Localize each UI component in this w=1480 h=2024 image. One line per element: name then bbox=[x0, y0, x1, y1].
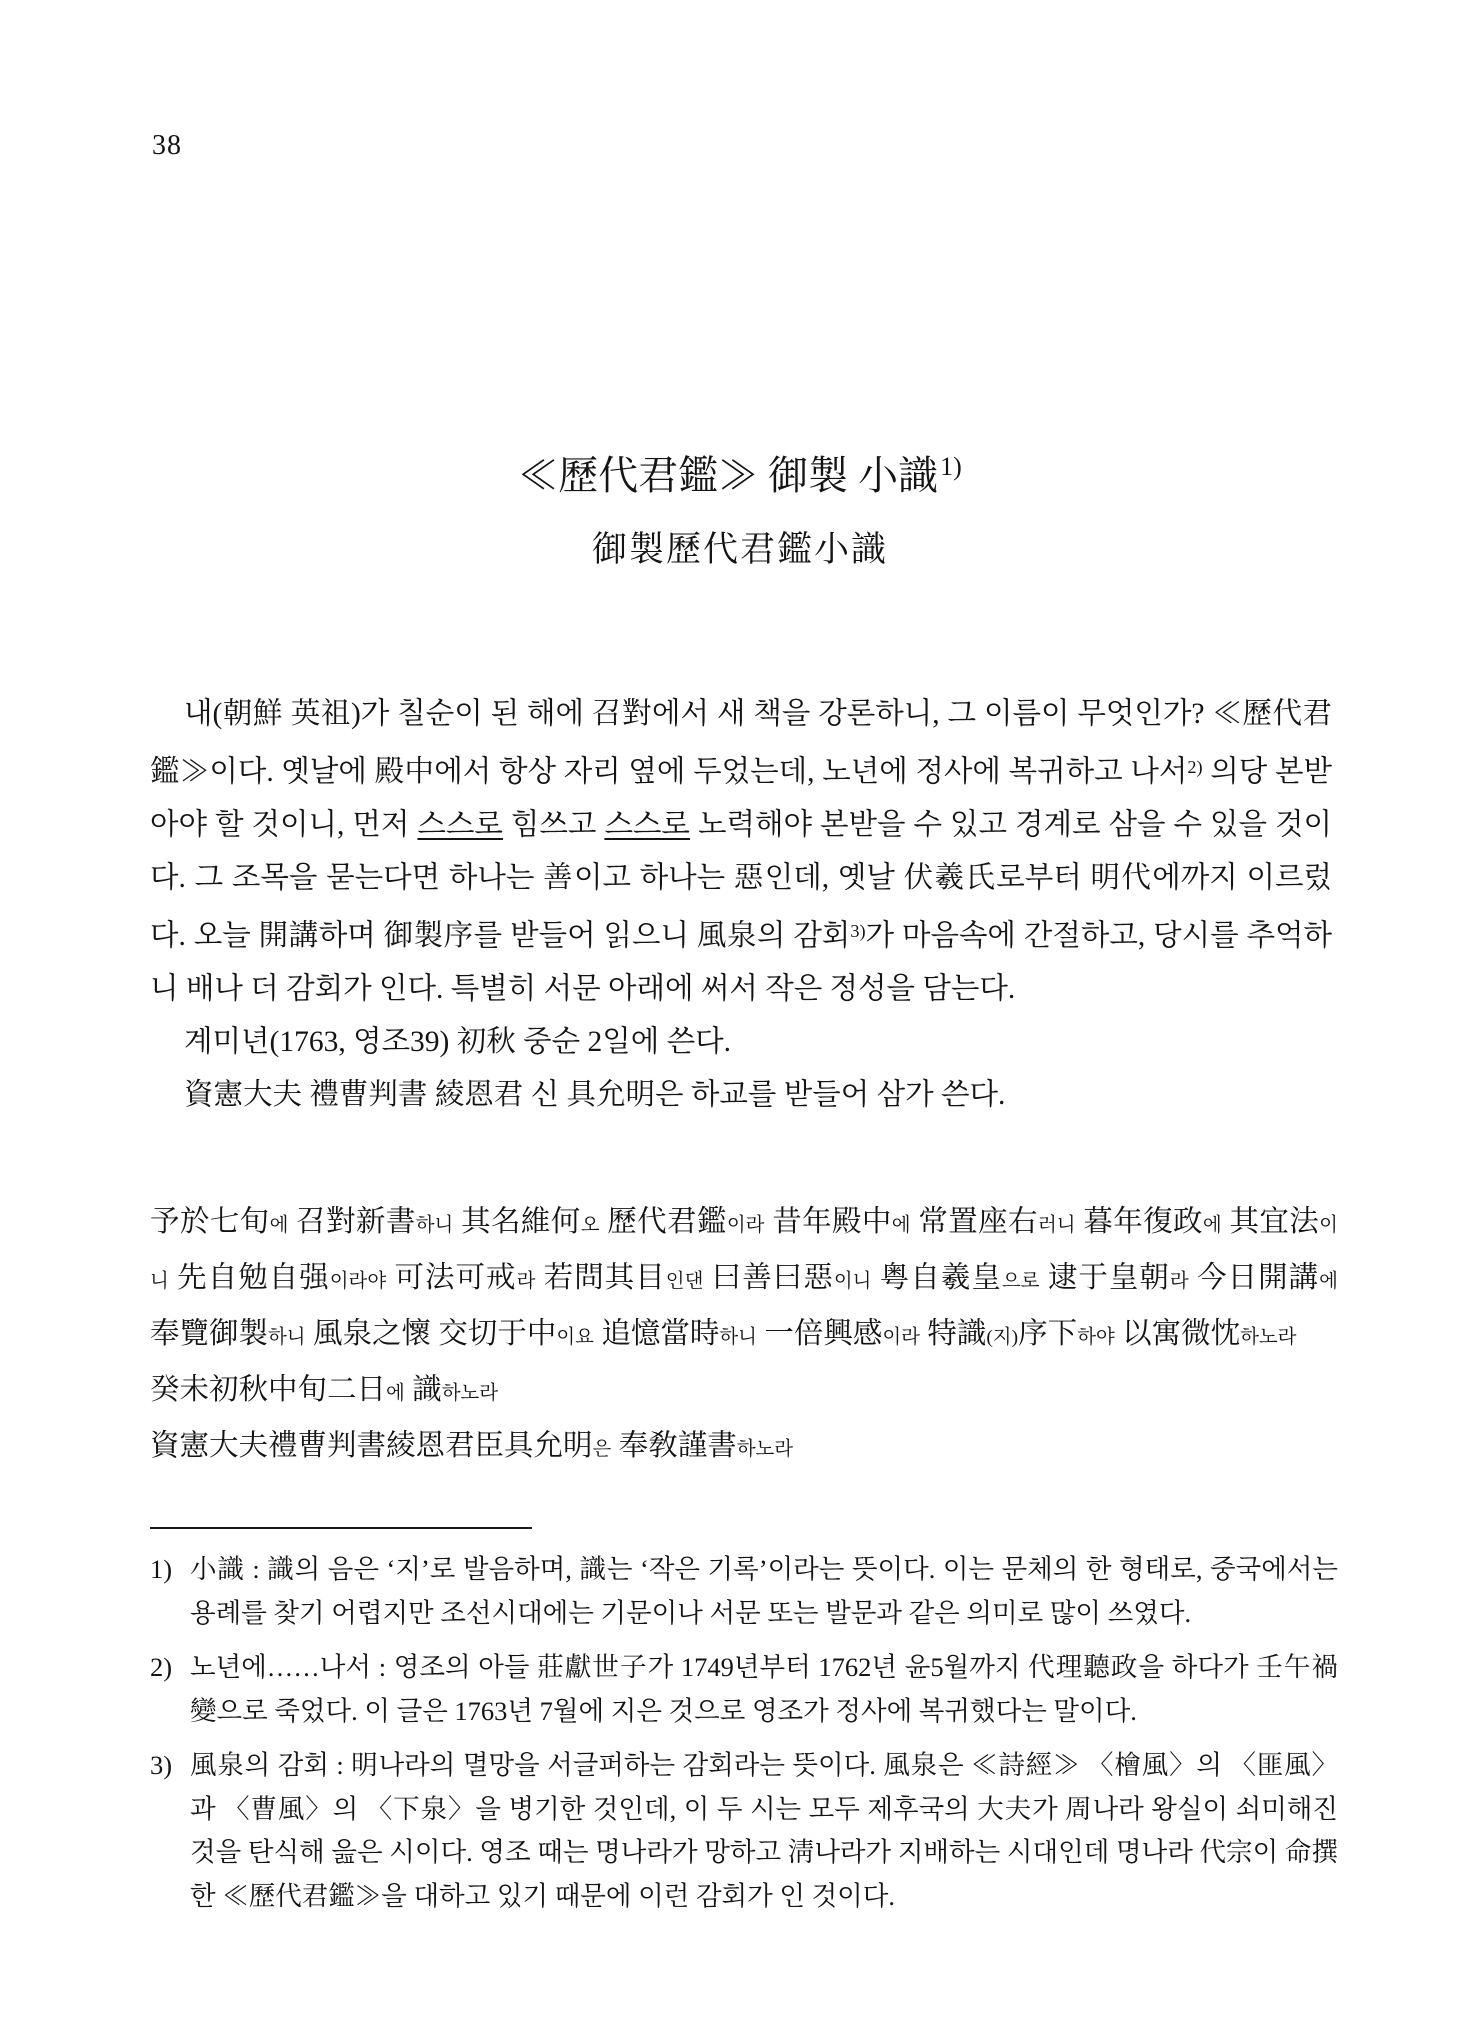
footnote-item bbox=[150, 1548, 1338, 1635]
original-paragraph: 予於七旬에 召對新書하니 其名維何오 歷代君鑑이라 昔年殿中에 常置座右러니 暮年復政에 其宜法이니 先自勉自强이라야 可法可戒라 若問其目인댄 曰善曰惡이니 粤自羲皇으로 逮于皇朝라 今日開講에 奉覽御製하니 風泉之懷 交切于中이요 追憶當時하니 一倍興感이라 特識(지)序下하야 以寓微忱하노라 bbox=[150, 1206, 1338, 1350]
footnote-text: 小識 : 識의 음은 ‘지’로 발음하며, 識는 ‘작은 기록’이라는 뜻이다. 이는 문체의 한 형태로, 중국에서는 용례를 찾기 어렵지만 조선시대에는 기문이나 서문 또는 발문과 같은 의미로 많이 쓰였다. bbox=[190, 1554, 1338, 1628]
original-signature-line: 資憲大夫禮曹判書綾恩君臣具允明은 奉敎謹書하노라 bbox=[150, 1430, 794, 1462]
footnote-separator-rule bbox=[150, 1527, 532, 1529]
footnote-label: 2) bbox=[150, 1652, 173, 1682]
footnote-item bbox=[150, 1646, 1338, 1733]
footnote-label: 3) bbox=[150, 1750, 173, 1780]
footnotes-section bbox=[150, 1548, 1338, 1929]
translation-signature-line: 資憲大夫 禮曹判書 綾恩君 신 具允明은 하교를 받들어 삼가 쓴다. bbox=[184, 1079, 1006, 1111]
footnote-label: 1) bbox=[150, 1554, 173, 1584]
translation-date-line: 계미년(1763, 영조39) 初秋 중순 2일에 쓴다. bbox=[184, 1026, 731, 1058]
page-title bbox=[150, 444, 1330, 501]
footnote-item bbox=[150, 1744, 1338, 1918]
footnote-text: 노년에……나서 : 영조의 아들 莊獻世子가 1749년부터 1762년 윤5월까지 代理聽政을 하다가 壬午禍變으로 죽었다. 이 글은 1763년 7월에 지은 것으로 영조가 정사에 복귀했다는 말이다. bbox=[190, 1652, 1338, 1726]
page-number: 38 bbox=[152, 130, 182, 161]
page-subtitle: 御製歷代君鑑小識 bbox=[591, 530, 888, 569]
title-footnote-marker: 1) bbox=[940, 452, 962, 481]
translation-paragraph: 내(朝鮮 英祖)가 칠순이 된 해에 召對에서 새 책을 강론하니, 그 이름이 무엇인가? ≪歷代君鑑≫이다. 옛날에 殿中에서 항상 자리 옆에 두었는데, 노년에 정사에 복귀하고 나서$^{2)}$ 의당 본받아야 할 것이니, 먼저 스스로 힘쓰고 스스로 노력해야 본받을 수 있고 경계로 삼을 수 있을 것이다. 그 조목을 묻는다면 하나는 善이고 하나는 惡인데, 옛날 伏羲氏로부터 明代에까지 이르렀다. 오늘 開講하며 御製序를 받들어 읽으니 風泉의 감회$^{3)}$가 마음속에 간절하고, 당시를 추억하니 배나 더 감회가 인다. 특별히 서문 아래에 써서 작은 정성을 담는다. bbox=[150, 698, 1332, 1005]
translation-section bbox=[150, 688, 1332, 1122]
original-text-section bbox=[150, 1196, 1338, 1476]
title-text: ≪歷代君鑑≫ 御製 小識 bbox=[518, 453, 939, 498]
footnote-text: 風泉의 감회 : 明나라의 멸망을 서글퍼하는 감회라는 뜻이다. 風泉은 ≪詩經≫ 〈檜風〉의 〈匪風〉과 〈曹風〉의 〈下泉〉을 병기한 것인데, 이 두 시는 모두 제후국의 大夫가 周나라 왕실이 쇠미해진 것을 탄식해 읊은 시이다. 영조 때는 명나라가 망하고 淸나라가 지배하는 시대인데 명나라 代宗이 命撰한 ≪歷代君鑑≫을 대하고 있기 때문에 이런 감회가 인 것이다. bbox=[190, 1750, 1338, 1911]
original-date-line: 癸未初秋中旬二日에 識하노라 bbox=[150, 1374, 499, 1406]
